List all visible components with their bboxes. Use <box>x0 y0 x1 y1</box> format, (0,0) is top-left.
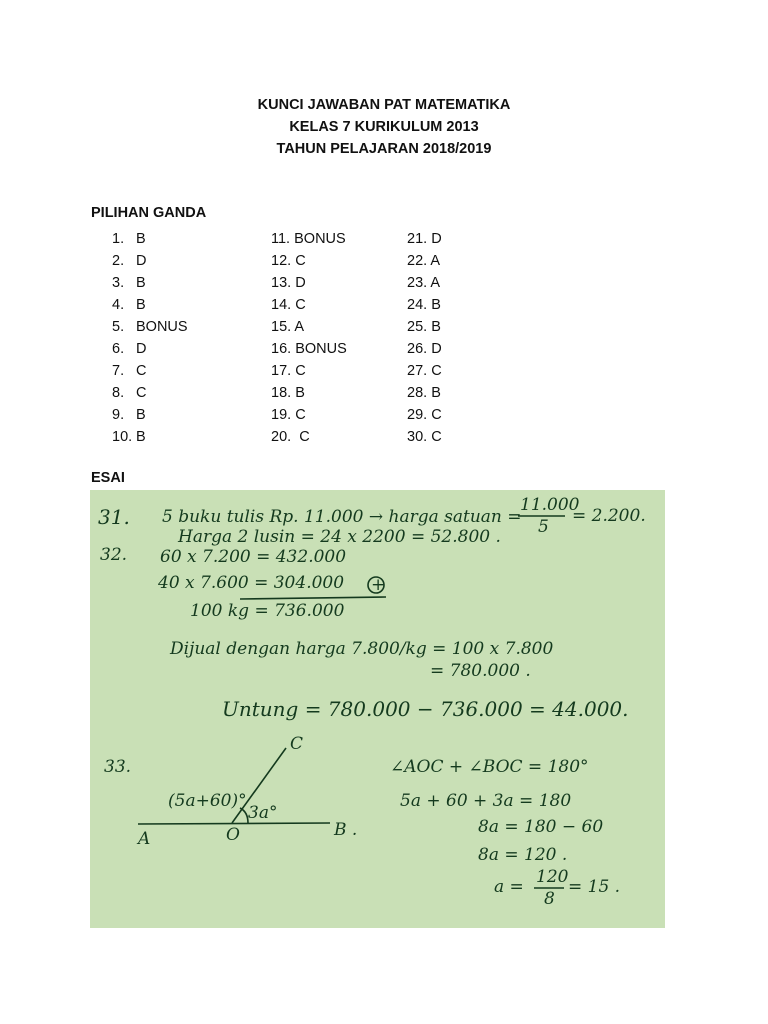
answer-row <box>271 272 347 294</box>
answer-row <box>271 382 347 404</box>
q31-fraction-denominator: 5 <box>538 517 549 537</box>
q33-angle-aoc-label: (5a+60)° <box>168 791 247 811</box>
answer-number: 9. <box>112 407 125 423</box>
answer-number: 5. <box>112 319 125 335</box>
answers-column-3 <box>407 228 442 448</box>
answer-number: 7. <box>112 363 125 379</box>
answer-row <box>271 360 347 382</box>
answer-value: BONUS <box>294 231 346 247</box>
answer-row <box>112 360 188 382</box>
answer-value: D <box>431 231 442 247</box>
answer-row <box>407 382 442 404</box>
answers-column-1 <box>112 228 188 448</box>
answer-number: 1. <box>112 231 125 247</box>
title-line-2: KELAS 7 KURIKULUM 2013 <box>289 119 479 135</box>
answer-number: 26. <box>407 341 428 357</box>
q33-point-b: B . <box>334 820 358 840</box>
q31-number: 31. <box>98 505 130 529</box>
answer-number: 27. <box>407 363 428 379</box>
q33-equation-4: 8a = 120 . <box>478 845 568 865</box>
answer-row <box>112 228 188 250</box>
answer-number: 3. <box>112 275 125 291</box>
answer-value: B <box>136 429 146 445</box>
answer-row <box>407 404 442 426</box>
answer-row <box>407 250 442 272</box>
answer-row <box>112 404 188 426</box>
q31-fraction-numerator: 11.000 <box>520 495 580 515</box>
q31-result: = 2.200. <box>572 506 646 526</box>
answer-row <box>112 316 188 338</box>
answer-number: 11. <box>271 231 291 247</box>
q33-equation-3: 8a = 180 − 60 <box>478 817 604 837</box>
answer-value: BONUS <box>295 341 347 357</box>
answer-number: 13. <box>271 275 292 291</box>
answer-row <box>271 228 347 250</box>
q33-equation-5b: = 15 . <box>568 877 621 897</box>
answer-number: 18. <box>271 385 292 401</box>
answer-value: C <box>431 407 442 423</box>
title-line-1: KUNCI JAWABAN PAT MATEMATIKA <box>257 97 511 113</box>
answer-number: 2. <box>112 253 125 269</box>
answer-row <box>407 426 442 448</box>
answer-number: 12. <box>271 253 292 269</box>
answer-number: 28. <box>407 385 428 401</box>
q33-fraction-numerator: 120 <box>536 867 569 887</box>
answer-value: BONUS <box>136 319 188 335</box>
q32-line-3: 100 kg = 736.000 <box>190 601 345 621</box>
answer-value: C <box>295 429 310 445</box>
q32-line-6: Untung = 780.000 − 736.000 = 44.000. <box>222 697 629 721</box>
answer-row <box>112 294 188 316</box>
answer-value: B <box>431 319 441 335</box>
answer-value: D <box>431 341 442 357</box>
answer-value: A <box>430 253 441 269</box>
q32-plus-sign: + <box>371 575 386 595</box>
answer-row <box>407 338 442 360</box>
q31-line-2: Harga 2 lusin = 24 x 2200 = 52.800 . <box>178 527 501 547</box>
title-line-3: TAHUN PELAJARAN 2018/2019 <box>276 141 492 157</box>
q33-point-a: A <box>138 829 151 849</box>
answer-row <box>112 272 188 294</box>
answer-number: 10. <box>112 429 133 445</box>
answer-number: 16. <box>271 341 292 357</box>
answer-row <box>407 316 442 338</box>
answer-number: 22. <box>407 253 428 269</box>
document-title <box>0 94 768 160</box>
answer-value: B <box>431 385 441 401</box>
q32-line-1: 60 x 7.200 = 432.000 <box>160 547 347 567</box>
answer-value: B <box>136 297 146 313</box>
handwritten-solutions-photo <box>90 490 665 928</box>
q33-line-ab <box>138 823 330 824</box>
answer-value: C <box>136 385 147 401</box>
q33-equation-5a: a = <box>494 877 524 897</box>
answer-number: 17. <box>271 363 292 379</box>
answer-number: 14. <box>271 297 292 313</box>
answer-number: 6. <box>112 341 125 357</box>
q32-line-4: Dijual dengan harga 7.800/kg = 100 x 7.800 <box>170 639 554 659</box>
answer-value: C <box>295 253 306 269</box>
q32-line-2: 40 x 7.600 = 304.000 <box>158 573 345 593</box>
answer-value: D <box>136 341 147 357</box>
answers-column-2 <box>271 228 347 448</box>
answer-number: 24. <box>407 297 428 313</box>
answer-value: C <box>431 363 442 379</box>
answer-row <box>271 250 347 272</box>
q33-equation-2: 5a + 60 + 3a = 180 <box>400 791 572 811</box>
answer-row <box>112 250 188 272</box>
answer-row <box>112 382 188 404</box>
q32-line-5: = 780.000 . <box>430 661 531 681</box>
answer-number: 4. <box>112 297 125 313</box>
answer-row <box>112 426 188 448</box>
answer-number: 19. <box>271 407 292 423</box>
answer-row <box>407 294 442 316</box>
q33-point-o: O <box>226 825 240 845</box>
answer-number: 29. <box>407 407 428 423</box>
answer-value: B <box>136 231 146 247</box>
answer-value: C <box>295 297 306 313</box>
answer-row <box>407 228 442 250</box>
q32-sum-line <box>240 597 386 599</box>
answer-value: B <box>295 385 305 401</box>
answer-value: D <box>295 275 306 291</box>
answer-row <box>112 338 188 360</box>
answer-row <box>407 360 442 382</box>
answer-row <box>271 294 347 316</box>
answer-value: B <box>431 297 441 313</box>
answer-row <box>271 316 347 338</box>
answer-value: B <box>136 407 146 423</box>
answer-value: A <box>430 275 441 291</box>
multiple-choice-heading: PILIHAN GANDA <box>91 205 207 221</box>
answer-number: 23. <box>407 275 428 291</box>
q32-number: 32. <box>100 545 128 565</box>
answer-value: C <box>295 363 306 379</box>
answer-row <box>271 338 347 360</box>
answer-number: 20. <box>271 429 292 445</box>
answer-row <box>271 426 347 448</box>
answer-value: C <box>431 429 442 445</box>
answer-number: 25. <box>407 319 428 335</box>
answer-number: 30. <box>407 429 428 445</box>
q33-fraction-denominator: 8 <box>544 889 555 909</box>
answer-row <box>271 404 347 426</box>
answer-number: 15. <box>271 319 292 335</box>
q33-angle-boc-label: 3a° <box>248 803 278 823</box>
q33-point-c: C <box>290 734 304 754</box>
q31-line-1: 5 buku tulis Rp. 11.000 → harga satuan = <box>162 507 522 527</box>
essay-heading: ESAI <box>91 470 125 486</box>
answer-number: 21. <box>407 231 428 247</box>
answer-value: D <box>136 253 147 269</box>
answer-number: 8. <box>112 385 125 401</box>
q33-equation-1: ∠AOC + ∠BOC = 180° <box>390 757 589 777</box>
answer-value: B <box>136 275 146 291</box>
answer-row <box>407 272 442 294</box>
q33-number: 33. <box>104 757 132 777</box>
answer-value: C <box>136 363 147 379</box>
answer-value: C <box>295 407 306 423</box>
answer-value: A <box>294 319 305 335</box>
